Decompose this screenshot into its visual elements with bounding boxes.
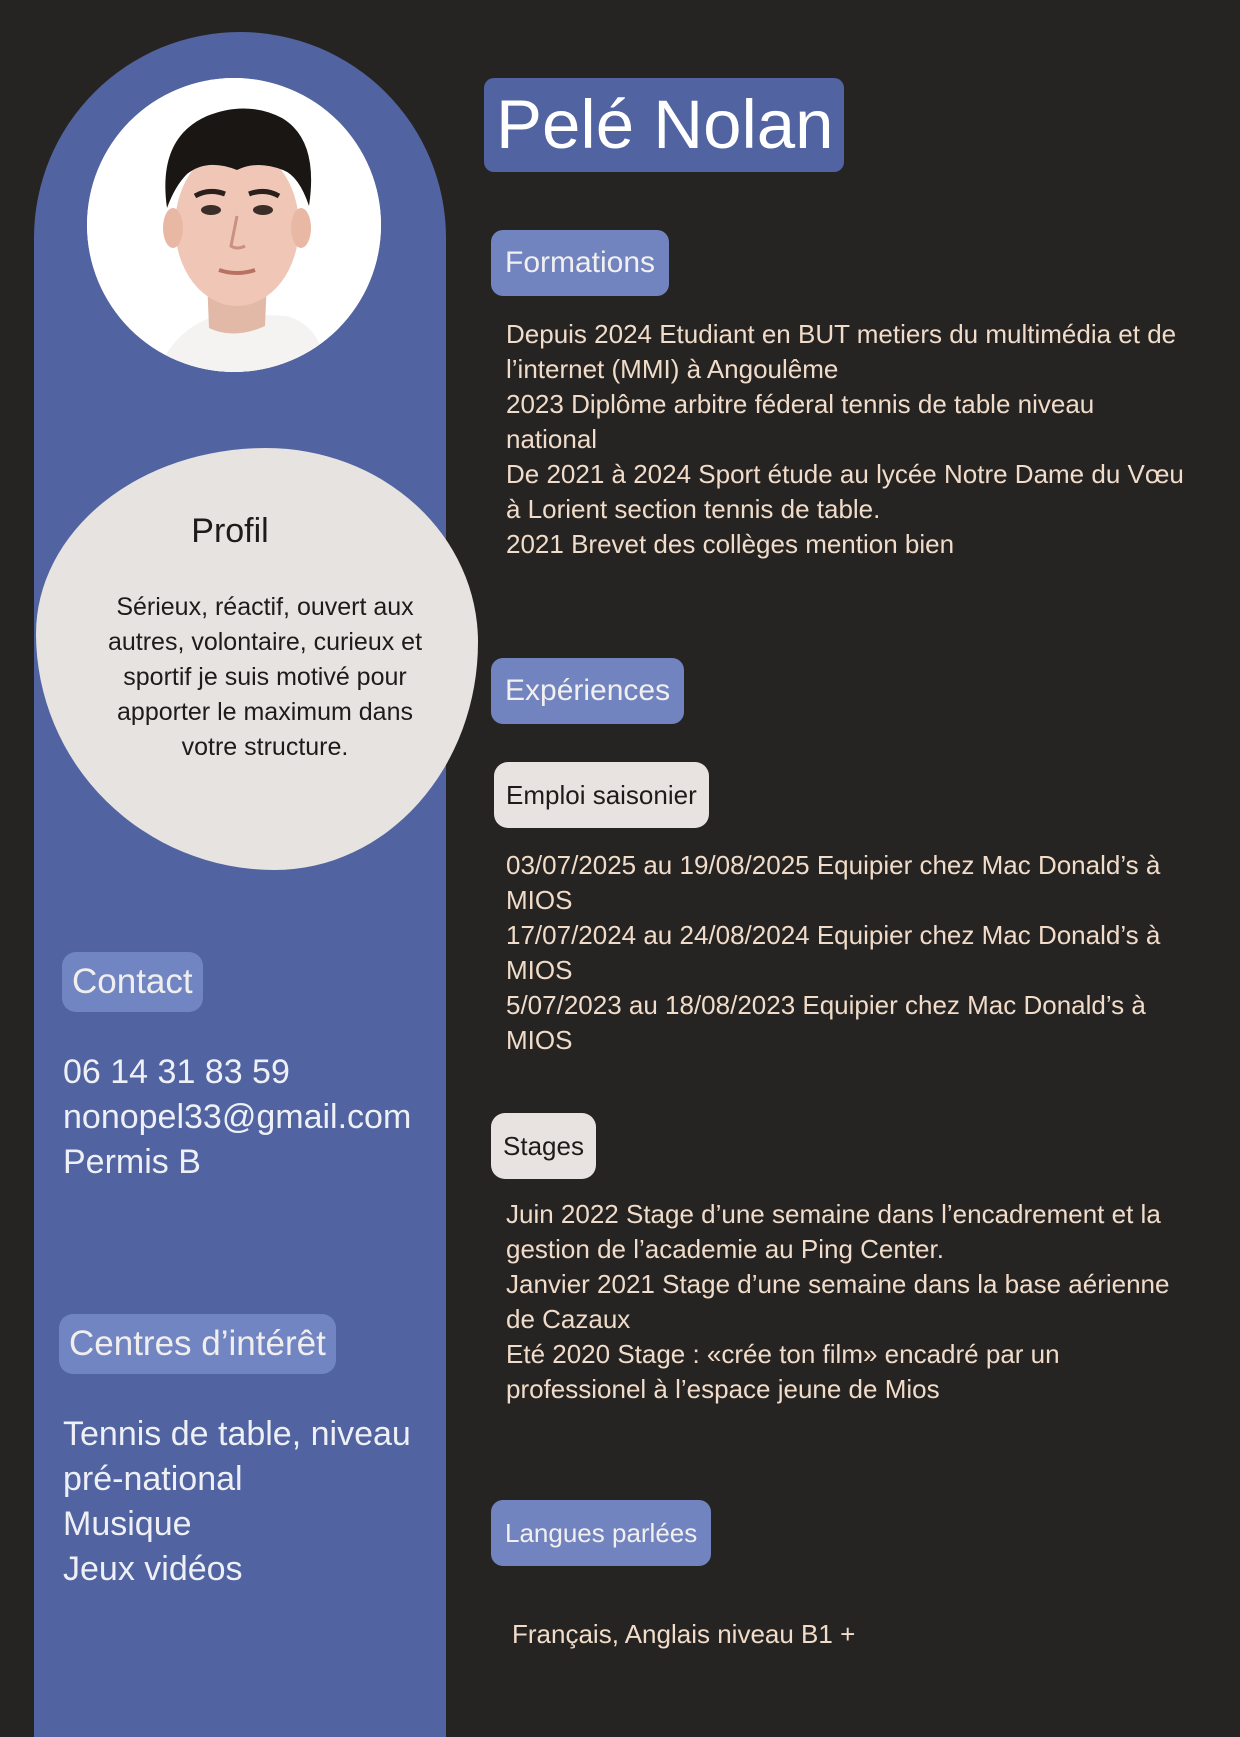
profile-line: votre structure. (181, 733, 349, 761)
interest-line: Musique (63, 1505, 192, 1543)
internship-line: gestion de l’academie au Ping Center. (506, 1234, 944, 1264)
profile-photo (87, 78, 381, 372)
interest-line: pré-national (63, 1460, 243, 1498)
job-line: 17/07/2024 au 24/08/2024 Equipier chez Mac Donald’s à (506, 920, 1161, 950)
formation-line: Depuis 2024 Etudiant en BUT metiers du multimédia et de (506, 319, 1177, 349)
formation-line: 2023 Diplôme arbitre féderal tennis de table niveau (506, 389, 1095, 419)
job-line: 03/07/2025 au 19/08/2025 Equipier chez Mac Donald’s à (506, 850, 1161, 880)
profile-line: autres, volontaire, curieux et (107, 628, 423, 656)
job-line: MIOS (506, 885, 573, 915)
formation-line: national (506, 424, 598, 454)
contact-heading: Contact (62, 952, 203, 1012)
interests-block (63, 1412, 443, 1592)
internship-line: Janvier 2021 Stage d’une semaine dans la base aérienne (506, 1269, 1170, 1299)
contact-license: Permis B (63, 1143, 201, 1181)
languages-heading: Langues parlées (491, 1500, 711, 1566)
profile-summary (80, 590, 450, 765)
formation-line: à Lorient section tennis de table. (506, 494, 881, 524)
formation-line: l’internet (MMI) à Angoulême (506, 354, 839, 384)
internship-line: Juin 2022 Stage d’une semaine dans l’encadrement et la (506, 1199, 1161, 1229)
profile-line: sportif je suis motivé pour (123, 663, 407, 691)
formation-line: De 2021 à 2024 Sport étude au lycée Notre Dame du Vœu (506, 459, 1184, 489)
internship-line: Eté 2020 Stage : «crée ton film» encadré par un (506, 1339, 1060, 1369)
seasonal-job-heading: Emploi saisonier (494, 762, 709, 828)
formations-list (506, 317, 1222, 562)
job-line: 5/07/2023 au 18/08/2023 Equipier chez Mac Donald’s à (506, 990, 1146, 1020)
seasonal-job-list (506, 848, 1222, 1058)
internships-list (506, 1197, 1222, 1407)
contact-email: nonopel33@gmail.com (63, 1098, 412, 1136)
interests-heading: Centres d’intérêt (59, 1314, 336, 1374)
portrait-image (87, 78, 381, 372)
internship-line: professionel à l’espace jeune de Mios (506, 1374, 940, 1404)
job-line: MIOS (506, 1025, 573, 1055)
profile-heading: Profil (191, 512, 269, 550)
formation-line: 2021 Brevet des collèges mention bien (506, 529, 955, 559)
languages-text: Français, Anglais niveau B1 + (512, 1619, 856, 1649)
interest-line: Jeux vidéos (63, 1550, 243, 1588)
contact-block (63, 1050, 443, 1185)
profile-line: apporter le maximum dans (117, 698, 413, 726)
person-name: Pelé Nolan (496, 86, 834, 163)
contact-phone: 06 14 31 83 59 (63, 1053, 290, 1091)
profile-line: Sérieux, réactif, ouvert aux (116, 593, 414, 621)
interest-line: Tennis de table, niveau (63, 1415, 411, 1453)
formations-heading: Formations (491, 230, 669, 296)
internships-heading: Stages (491, 1113, 596, 1179)
experiences-heading: Expériences (491, 658, 684, 724)
internship-line: de Cazaux (506, 1304, 631, 1334)
job-line: MIOS (506, 955, 573, 985)
